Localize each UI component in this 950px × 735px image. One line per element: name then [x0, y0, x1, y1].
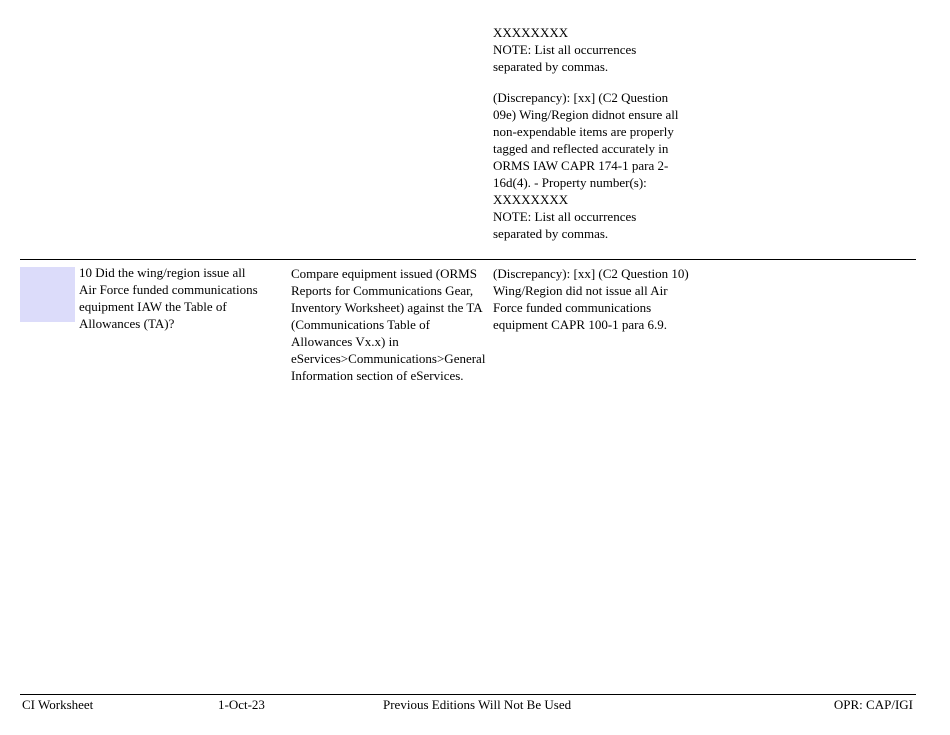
discrepancy-10-text: (Discrepancy): [xx] (C2 Question 10) Wing/Region did not issue all Air Force funded communications equipment CAPR 100-1 para 6.9. [493, 266, 689, 332]
footer-opr: OPR: CAP/IGI [833, 697, 913, 712]
continuation-cell [493, 24, 698, 242]
question-10-cell [79, 264, 263, 332]
note-text: NOTE: List all occurrences separated by commas. [493, 42, 637, 74]
row-divider [20, 259, 916, 260]
question-10-text: 10 Did the wing/region issue all Air Force funded communications equipment IAW the Table of Allowances (TA)? [79, 265, 258, 331]
footer-divider [20, 694, 916, 695]
property-numbers-text: XXXXXXXX [493, 25, 569, 40]
guidance-10-cell [291, 265, 489, 384]
discrepancy-09e-text: (Discrepancy): [xx] (C2 Question 09e) Wing/Region didnot ensure all non-expendable items are properly tagged and reflected accurately in ORMS IAW CAPR 174-1 para 2-16d(4). - Property number(s): XXXXXXXX [493, 90, 679, 207]
footer-notice: Previous Editions Will Not Be Used [383, 697, 572, 712]
footer-date: 1-Oct-23 [218, 697, 265, 712]
footer-form-name: CI Worksheet [22, 697, 94, 712]
guidance-10-text: Compare equipment issued (ORMS Reports for Communications Gear, Inventory Worksheet) against the TA (Communications Table of Allowances Vx.x) in eServices>Communications>General Information section of eServices. [291, 266, 486, 383]
note-text-2: NOTE: List all occurrences separated by commas. [493, 209, 637, 241]
discrepancy-10-cell [493, 265, 698, 333]
row-marker [20, 267, 75, 322]
